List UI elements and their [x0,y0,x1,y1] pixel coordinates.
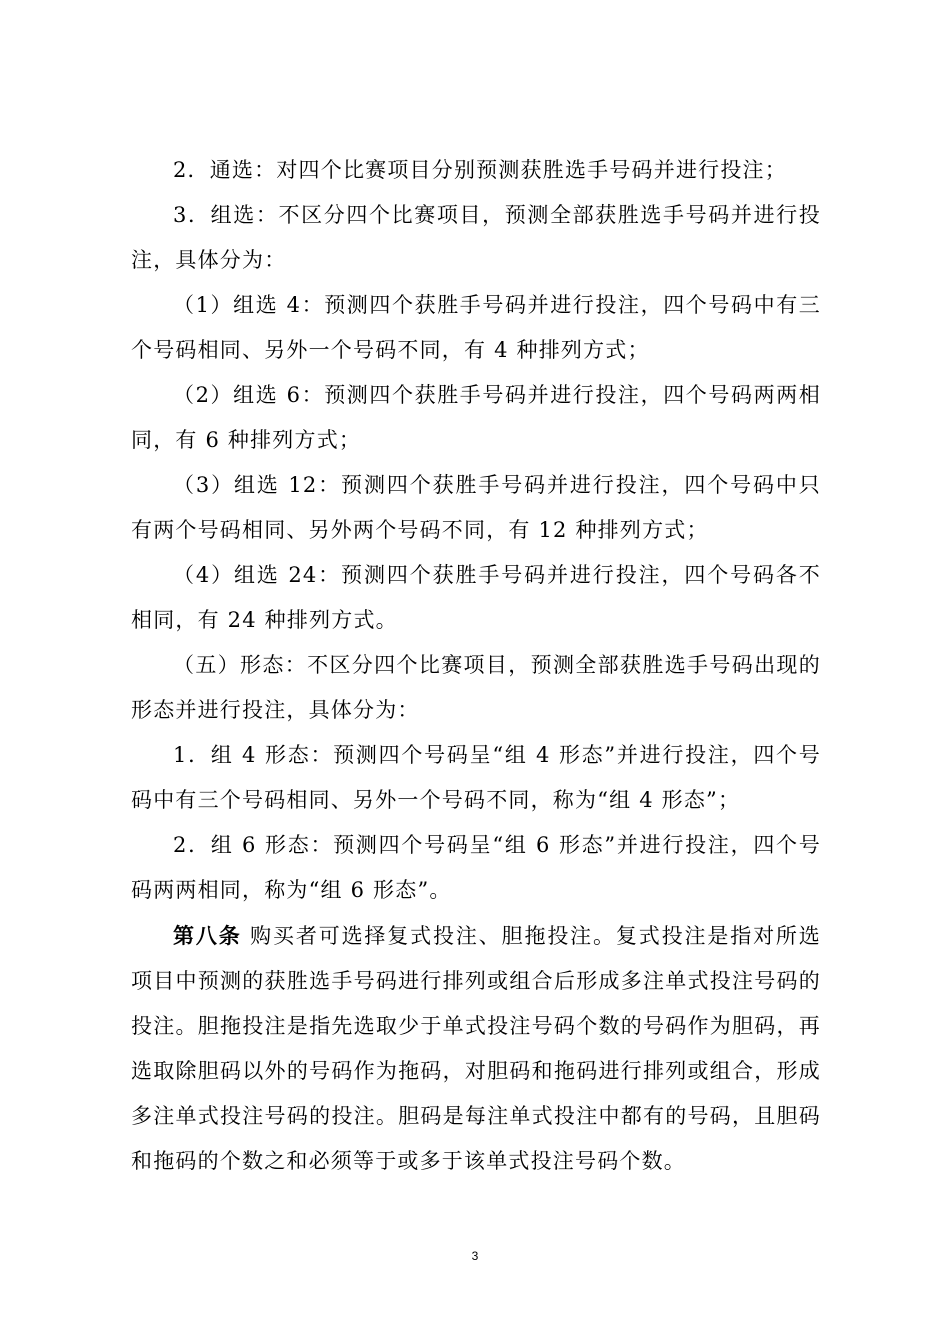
paragraph-zuxuan-4: （1）组选 4：预测四个获胜手号码并进行投注，四个号码中有三个号码相同、另外一个号码不同，有 4 种排列方式； [131,293,821,362]
article-8-heading: 第八条 [173,923,242,948]
paragraph-zuxuan: 3．组选：不区分四个比赛项目，预测全部获胜选手号码并进行投注，具体分为： [131,203,821,272]
document-body [131,148,821,1184]
article-8-text: 购买者可选择复式投注、胆拖投注。复式投注是指对所选项目中预测的获胜选手号码进行排列或组合后形成多注单式投注号码的投注。胆拖投注是指先选取少于单式投注号码个数的号码作为胆码，再选取除胆码以外的号码作为拖码，对胆码和拖码进行排列或组合，形成多注单式投注号码的投注。胆码是每注单式投注中都有的号码，且胆码和拖码的个数之和必须等于或多于该单式投注号码个数。 [131,924,821,1173]
paragraph-article-8 [131,913,821,1184]
paragraph-xingtai: （五）形态：不区分四个比赛项目，预测全部获胜选手号码出现的形态并进行投注，具体分为： [131,653,821,722]
paragraph-tongxuan: 2．通选：对四个比赛项目分别预测获胜选手号码并进行投注； [173,158,787,182]
paragraph-zuxuan-24: （4）组选 24：预测四个获胜手号码并进行投注，四个号码各不相同，有 24 种排列方式。 [131,563,821,632]
paragraph-zuxuan-12: （3）组选 12：预测四个获胜手号码并进行投注，四个号码中只有两个号码相同、另外两个号码不同，有 12 种排列方式； [131,473,821,542]
paragraph-zu6-xingtai: 2．组 6 形态：预测四个号码呈“组 6 形态”并进行投注，四个号码两两相同，称为“组 6 形态”。 [131,833,821,902]
paragraph-zu4-xingtai: 1．组 4 形态：预测四个号码呈“组 4 形态”并进行投注，四个号码中有三个号码相同、另外一个号码不同，称为“组 4 形态”； [131,743,821,812]
paragraph-zuxuan-6: （2）组选 6：预测四个获胜手号码并进行投注，四个号码两两相同，有 6 种排列方式； [131,383,821,452]
page-number: 3 [471,1249,479,1263]
